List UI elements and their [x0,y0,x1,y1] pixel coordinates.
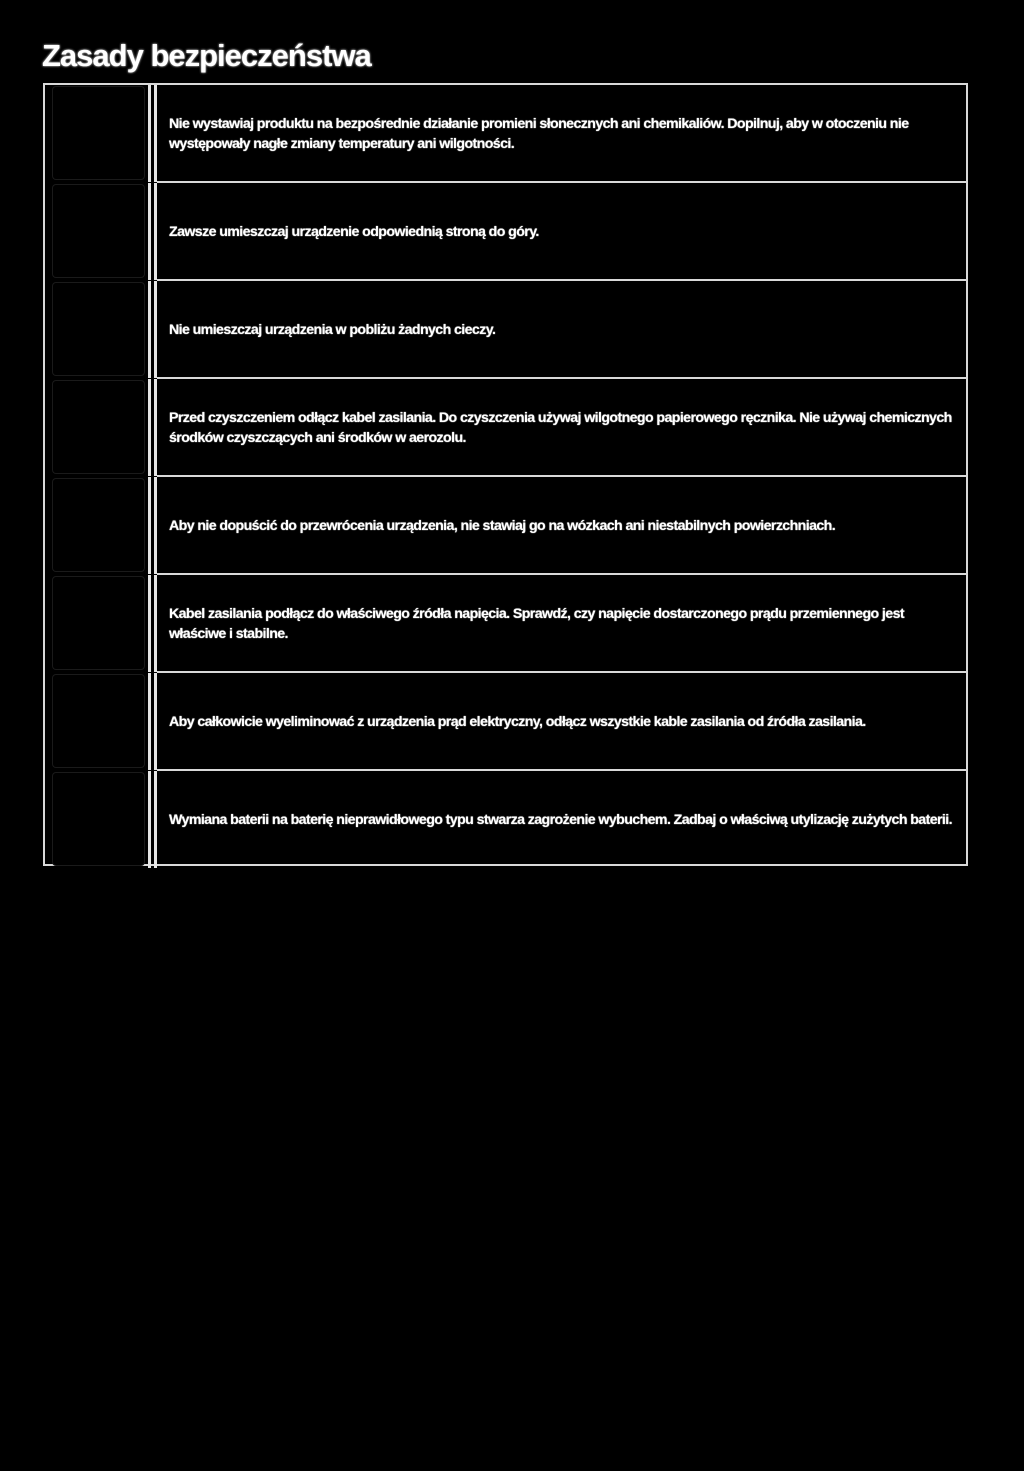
rule-text-cell [157,575,966,672]
power-source-icon [53,577,144,669]
icon-column-divider [148,575,151,672]
rule-row [45,771,966,868]
tip-over-icon [53,479,144,571]
safety-rules-table [43,83,968,866]
rule-row [45,183,966,280]
no-liquids-icon [53,283,144,375]
icon-column-divider [148,85,151,182]
rule-text-cell [157,85,966,182]
rule-text-cell [157,183,966,280]
this-side-up-icon [53,185,144,277]
rule-row [45,477,966,574]
rule-text: Aby całkowicie wyeliminować z urządzenia prąd elektryczny, odłącz wszystkie kable zasilania od źródła zasilania. [169,713,866,730]
page-title: Zasady bezpieczeństwa [42,38,371,73]
rule-row [45,281,966,378]
rule-text-cell [157,771,966,868]
icon-column-divider [148,771,151,868]
cleaning-icon [53,381,144,473]
icon-column-divider [148,673,151,770]
rule-text: Nie umieszczaj urządzenia w pobliżu żadnych cieczy. [169,321,496,338]
rule-text: Nie wystawiaj produktu na bezpośrednie działanie promieni słonecznych ani chemikaliów. Dopilnuj, aby w otoczeniu nie występowały nagłe zmiany temperatury ani wilgotności. [169,115,909,152]
rule-text-cell [157,477,966,574]
icon-column-divider [148,379,151,476]
rule-text-cell [157,673,966,770]
icon-column-divider [148,477,151,574]
rule-text: Kabel zasilania podłącz do właściwego źródła napięcia. Sprawdź, czy napięcie dostarczonego prądu przemiennego jest właściwe i stabilne. [169,605,904,642]
rule-text: Wymiana baterii na baterię nieprawidłowego typu stwarza zagrożenie wybuchem. Zadbaj o właściwą utylizację zużytych baterii. [169,811,952,828]
rule-row [45,379,966,476]
icon-column-divider [148,281,151,378]
unplug-icon [53,675,144,767]
rule-text: Zawsze umieszczaj urządzenie odpowiednią stroną do góry. [169,223,539,240]
sunlight-chemicals-icon [53,87,144,179]
rule-row [45,575,966,672]
rule-row [45,673,966,770]
battery-icon [53,773,144,865]
icon-column-divider [148,183,151,280]
rule-row [45,85,966,182]
rule-text-cell [157,281,966,378]
rule-text: Przed czyszczeniem odłącz kabel zasilania. Do czyszczenia używaj wilgotnego papierowego ręcznika. Nie używaj chemicznych środków czyszczących ani środków w aerozolu. [169,409,952,446]
rule-text-cell [157,379,966,476]
rule-text: Aby nie dopuścić do przewrócenia urządzenia, nie stawiaj go na wózkach ani niestabilnych powierzchniach. [169,517,836,534]
